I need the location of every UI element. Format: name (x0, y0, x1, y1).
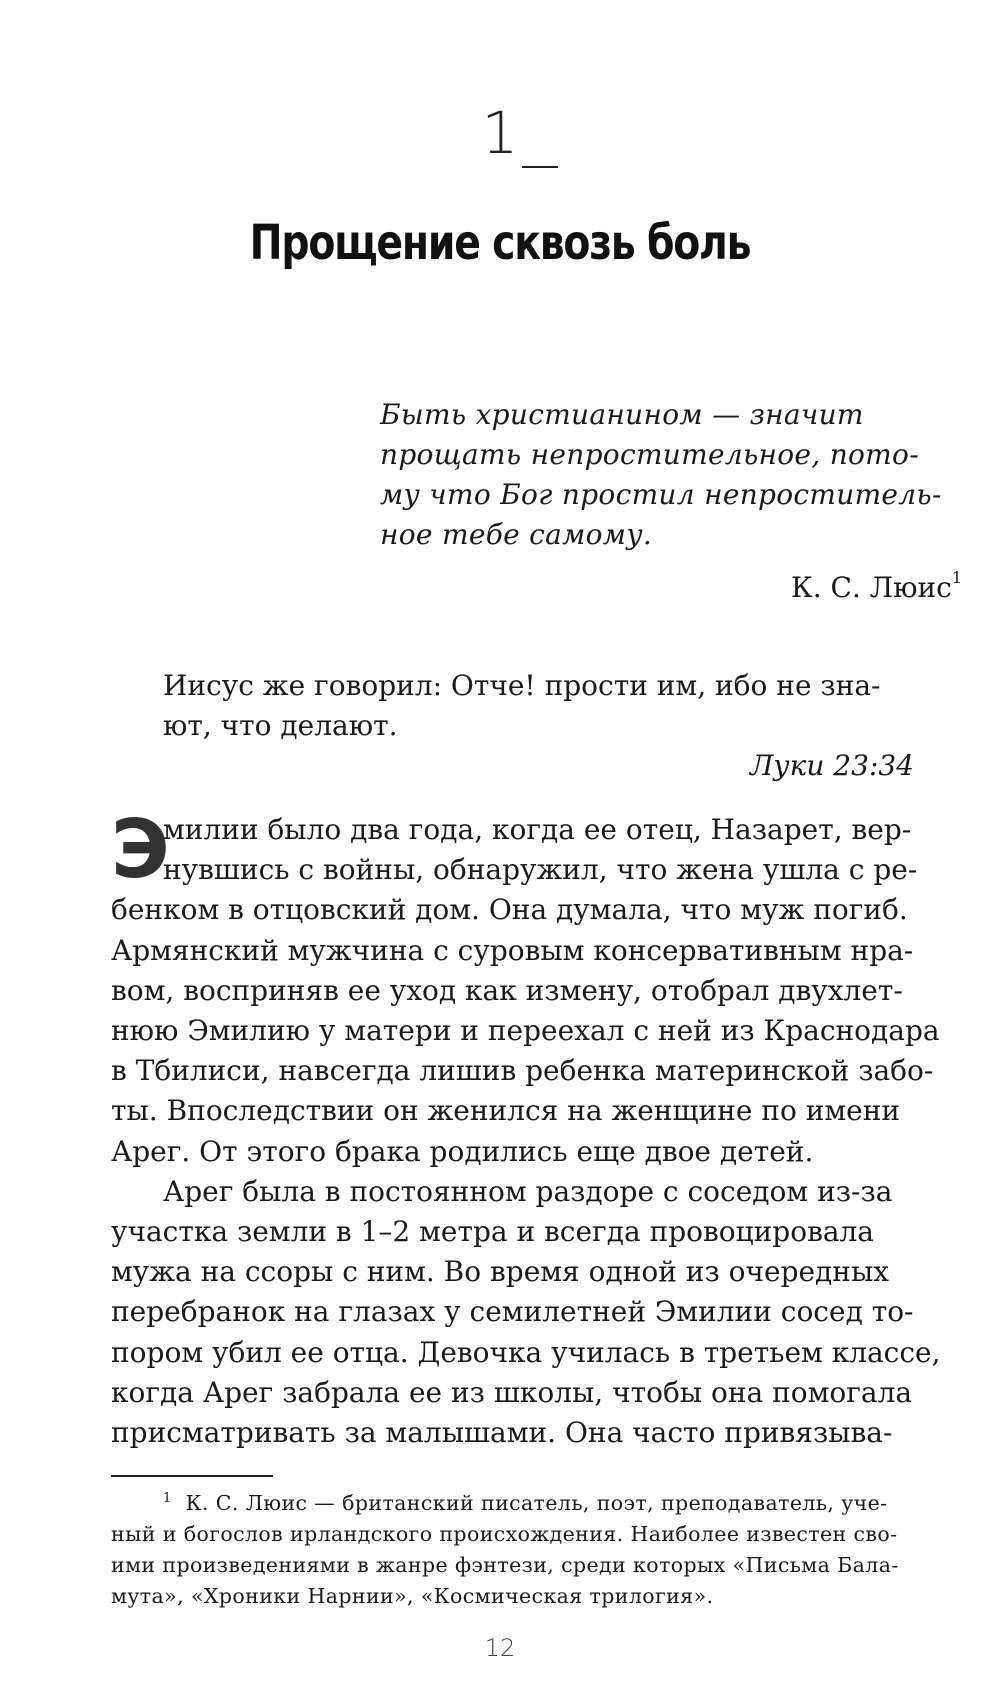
body-line: пором убил ее отца. Девочка училась в третьем классе, (111, 1335, 941, 1369)
scripture-quote (163, 666, 923, 746)
scripture-line: Иисус же говорил: Отче! прости им, ибо не зна- (163, 669, 881, 702)
epigraph-author-name: К. С. Люис (791, 571, 952, 604)
body-line: Арег была в постоянном раздоре с соседом из-за (163, 1174, 893, 1208)
footnote-marker: 1 (163, 1491, 172, 1506)
footnote (111, 1488, 971, 1612)
epigraph-line: ное тебе самому. (380, 518, 653, 551)
epigraph-line: прощать непростительное, пото- (380, 438, 919, 471)
chapter-number: 1 (481, 99, 519, 167)
body-line: присматривать за малышами. Она часто привязыва- (111, 1416, 893, 1450)
scripture-reference: Луки 23:34 (750, 749, 914, 782)
footnote-line: мута», «Хроники Нарнии», «Космическая трилогия». (111, 1584, 714, 1608)
scripture-line: ют, что делают. (163, 709, 398, 742)
chapter-title: Прощение сквозь боль (249, 215, 751, 271)
body-line: бенком в отцовский дом. Она думала, что муж погиб. (111, 893, 908, 927)
body-line: Армянский мужчина с суровым консервативным нра- (111, 933, 914, 967)
body-line: милии было два года, когда ее отец, Назарет, вер- (163, 813, 912, 846)
body-line: когда Арег забрала ее из школы, чтобы она помогала (111, 1375, 913, 1409)
epigraph-footnote-marker[interactable]: 1 (951, 568, 962, 587)
body-line: нувшись с войны, обнаружил, что жена ушла с ре- (163, 853, 918, 887)
epigraph-quote (380, 395, 970, 555)
footnote-line: ный и богослов ирландского происхождения. Наиболее известен сво- (111, 1522, 898, 1546)
body-line: Арег. От этого брака родились еще двое детей. (111, 1134, 814, 1168)
body-line: мужа на ссоры с ним. Во время одной из очередных (111, 1255, 890, 1289)
page-number: 12 (484, 1634, 516, 1662)
footnote-line: ими произведениями в жанре фэнтези, среди которых «Письма Бала- (111, 1553, 899, 1577)
body-text (111, 803, 971, 1453)
body-line: участка земли в 1–2 метра и всегда провоцировала (111, 1215, 874, 1249)
drop-cap: Э (111, 803, 170, 896)
body-line: нюю Эмилию у матери и переехал с ней из Краснодара (111, 1014, 940, 1048)
epigraph-line: му что Бог простил непроститель- (380, 478, 942, 511)
body-line: ты. Впоследствии он женился на женщине по имени (111, 1094, 901, 1128)
epigraph-line: Быть христианином — значит (380, 398, 864, 431)
footnote-separator (111, 1475, 273, 1477)
chapter-number-underline (522, 166, 558, 168)
footnote-line (111, 1488, 971, 1519)
epigraph-author (791, 568, 962, 608)
body-line: вом, восприняв ее уход как измену, отобрал двухлет- (111, 973, 903, 1007)
body-line: перебранок на глазах у семилетней Эмилии сосед то- (111, 1295, 914, 1329)
footnote-text: К. С. Люис — британский писатель, поэт, преподаватель, уче- (185, 1491, 888, 1515)
body-line: в Тбилиси, навсегда лишив ребенка материнской забо- (111, 1054, 934, 1088)
